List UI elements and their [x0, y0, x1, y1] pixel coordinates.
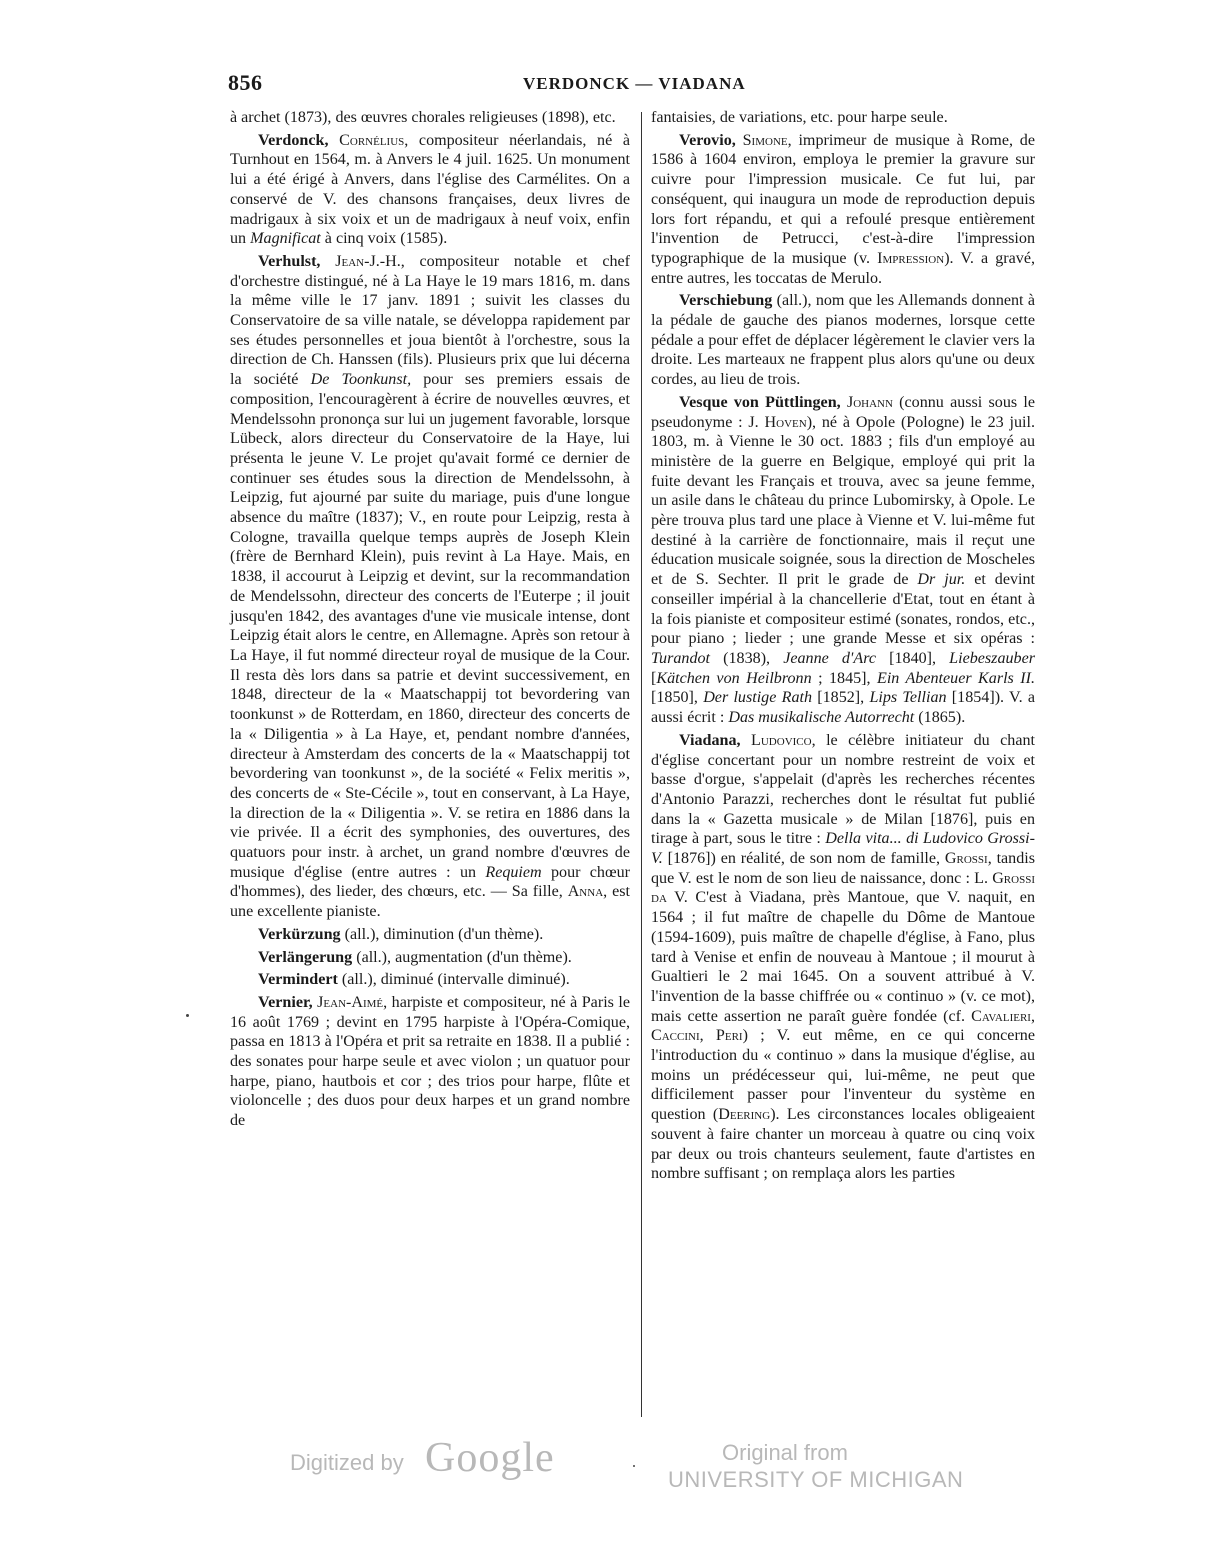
entry-verkurzung [230, 925, 630, 945]
column-divider [641, 112, 642, 1417]
entry-vesque [651, 393, 1035, 728]
entry-text: ). V. a gravé, entre autres, les toccatas de Merulo. [651, 249, 1036, 287]
entry-text: [1854]). V. a aussi écrit : [651, 689, 1035, 727]
scan-speck [186, 1014, 189, 1017]
entry-text: harpiste et compositeur, né à Paris le 16 août 1769 ; devint en 1795 harpiste à l'Opéra-Comique, passa en 1813 à l'Opéra et prit sa retraite en 1838. Il a publié : des sonates pour harpe seule et avec violon ; un quatuor pour harpe, piano, hautbois et cor ; des trios pour harpe, flûte et violoncelle ; des duos pour deux harpes et un grand nombre de [230, 993, 630, 1130]
work-title: Der lustige Rath [703, 689, 813, 707]
person-name: Cornélius, [339, 131, 409, 149]
entry-text: C'est à Viadana, près Mantoue, que V. naquit, en 1564 ; il fut maître de chapelle du Dôme de Mantoue (1594-1609), puis maître de chapelle d'église, à Fano, plus tard à Venise et enfin de nouveau à Mantoue ; il mourut à Gualtieri le 2 mai 1645. On a souvent attribué à V. l'invention de la basse chiffrée ou « continuo » (v. ce mot), mais cette assertion ne paraît guère fondée (cf. [651, 889, 1035, 1025]
entry-text: à archet (1873), des œuvres chorales religieuses (1898), etc. [230, 109, 616, 126]
entry-text: (all.), diminution (d'un thème). [340, 925, 544, 943]
person-name: Johann [846, 393, 893, 411]
entry-text: ), né à Opole (Pologne) le 23 juil. 1803, m. à Vienne le 30 oct. 1883 ; fils d'un employé au ministère de la guerre en Belgique, employé qui prit la fuite devant les Français et trouva, avec sa jeune femme, un asile dans le château du prince Lubomirsky, à Opole. Le père trouva plus tard une place à Vienne et V. lui-même fut destiné à la carrière de fonctionnaire, mais il reçut une éducation musicale soignée, sous la direction de Moscheles et de S. Sechter. Il prit le grade de [651, 413, 1036, 589]
entry-vermindert [230, 970, 630, 990]
entry-text: ). Les circonstances locales obligeaient souvent à faire chanter un morceau à quatre ou cinq voix par deux ou trois chanteurs seulement, faute d'artistes en nombre suffisant ; on remplaça alors les parties [651, 1106, 1035, 1183]
entry-text: compositeur néerlandais, né à Turnhout en 1564, m. à Anvers le 4 juil. 1625. Un monument lui a été érigé à Anvers, dans l'église des Carmélites. On a conservé de V. des chansons françaises, deux livres de madrigaux à six voix et un de madrigaux à neuf voix, enfin un [230, 131, 630, 248]
entry-viadana [651, 731, 1035, 1184]
watermark-university: UNIVERSITY OF MICHIGAN [668, 1467, 964, 1492]
headword: Verhulst, [258, 252, 321, 270]
headword: Vesque von Püttlingen, [679, 393, 841, 411]
person-name: Simone, [742, 131, 792, 149]
entry-text: imprimeur de musique à Rome, de 1586 à 1604 environ, employa le premier la gravure sur cuivre pour l'impression musicale. Ce fut lui, par conséquent, qui inaugura un mode de reproduction depuis lors fort répandu, et qui a refoulé presque entièrement l'invention de Petrucci, c'est-à-dire l'impression typographique de la musique (v. [651, 131, 1035, 267]
headword: Verkürzung [258, 925, 341, 943]
work-title: Lips Tellian [869, 689, 947, 707]
headword: Vermindert [258, 971, 338, 989]
entry-text: [ [651, 669, 657, 687]
cross-reference: Deering [718, 1106, 771, 1124]
headword: Verovio, [679, 131, 736, 149]
entry-text: et devint conseiller impérial à la chancellerie d'Etat, tout en étant à la fois pianiste et compositeur estimé (sonates, rondos, etc., pour piano ; lieder ; une grande Messe et six opéras : [651, 571, 1035, 648]
watermark-google-logo: Google [425, 1435, 555, 1481]
entry-verlangerung [230, 948, 630, 968]
entry-text: à cinq voix (1585). [320, 230, 448, 248]
entry-text: compositeur notable et chef d'orchestre distingué, né à La Haye le 19 mars 1816, m. dans la même ville le 17 janv. 1891 ; suivit les classes du Conservatoire de sa ville natale, se développa rapidement par ses études personnelles et joua bientôt à l'orchestre, sous la direction de Ch. Hanssen (fils). Plusieurs prix que lui décerna la société [230, 252, 631, 389]
work-title: Ein Abenteuer Karls II. [876, 669, 1035, 687]
page-number: 856 [228, 70, 263, 95]
entry-text: (1838), [710, 649, 784, 667]
entry-continuation [651, 108, 1035, 128]
person-name: Grossi da V. [651, 869, 1035, 907]
headword: Vernier, [258, 993, 313, 1011]
person-name: Jean-J.-H., [335, 252, 405, 270]
entry-verhulst [230, 252, 630, 922]
headword: Verschiebung [679, 292, 773, 310]
work-title: Magnificat [250, 230, 321, 248]
page-header [228, 70, 1034, 100]
entry-verovio [651, 131, 1035, 289]
entry-continuation [230, 108, 630, 128]
work-title: Kätchen von Heilbronn [656, 669, 812, 687]
entry-text: fantaisies, de variations, etc. pour harpe seule. [651, 109, 948, 126]
person-name: Anna, [567, 883, 608, 901]
entry-text: ; 1845], [811, 669, 877, 687]
watermark-original-from: Original from [722, 1440, 848, 1465]
entry-text: [1840], [876, 649, 950, 667]
entry-verdonck [230, 131, 630, 249]
entry-text: le célèbre initiateur du chant d'église concertant pour un nombre restreint de voix et basse d'orgue, s'appelait (d'après les recherches récentes d'Antonio Parazzi, recherches dont le résultat fut publié dans la « Gazetta musicale » de Milan [1876], puis en tirage à part, sous le titre : [651, 731, 1035, 848]
running-title: VERDONCK — VIADANA [523, 74, 746, 93]
person-name: Hoven [764, 413, 807, 431]
left-column [230, 108, 630, 1134]
entry-text: [1852], [812, 689, 870, 707]
work-title: Jeanne d'Arc [783, 649, 876, 667]
entry-text: pour ses premiers essais de composition, l'encouragèrent à écrire de nouvelles œuvres, et Mendelssohn prononça sur lui un jugement favorable, lorsque Lübeck, alors directeur du Conservatoire de la Haye, lui présenta le jeune V. Le projet qu'avait formé ce dernier de continuer ses études sous la direction de Mendelssohn, à Leipzig, fut ajourné par suite du mariage, puis d'une longue absence du maître (1837); V., en route pour Leipzig, resta à Cologne, travailla quelque temps auprès de Joseph Klein (frère de Bernhard Klein), puis revint à La Haye. Mais, en 1838, il accourut à Leipzig et devint, sur la recommandation de Mendelssohn, directeur des concerts de l'Euterpe ; il jouit jusqu'en 1842, des avantages d'une vie musicale intense, dont Leipzig était alors le centre, en Allemagne. Après son retour à La Haye, il fut nommé directeur royal de musique de la Cour. Il resta dès lors dans sa patrie et devint successivement, en 1848, directeur de la « Maatschappij tot bevordering van toonkunst » de Rotterdam, en 1860, directeur des concerts de la « Diligentia » à La Haye, et, pendant nombre d'années, directeur à Amsterdam des concerts de la « Maatschappij tot bevordering van toonkunst », de la société « Felix meritis », des concerts de « Ste-Cécile », tout en conservant, à La Haye, la direction de la « Diligentia ». V. se retira en 1886 dans la vie privée. Il a écrit des symphonies, des ouvertures, des quatuors pour instr. à archet, un grand nombre d'œuvres de musique d'église (entre autres : un [230, 371, 630, 881]
right-column [651, 108, 1035, 1187]
entry-text: ) ; V. eut même, en ce qui concerne l'introduction du « continuo » dans la musique d'église, au moins un prédécesseur qui, lui-même, ne peut que difficilement passer pour l'inventeur du système en question ( [651, 1027, 1035, 1124]
entry-vernier [230, 993, 630, 1131]
entry-text: (1865). [914, 709, 966, 727]
entry-text: pour chœur d'hommes), des lieder, des chœurs, etc. — Sa fille, [230, 863, 630, 901]
person-name: Ludovico, [751, 731, 816, 749]
work-title: Das musikalische Autorrecht [728, 709, 915, 727]
watermark-digitized-by: Digitized by [290, 1450, 404, 1475]
headword: Verlängerung [258, 948, 353, 966]
headword: Verdonck, [258, 131, 329, 149]
entry-text: [1850], [651, 689, 704, 707]
entry-text: tandis que V. est le nom de son lieu de naissance, donc : L. [651, 850, 1036, 887]
entry-verschiebung [651, 291, 1035, 390]
work-title: Requiem [485, 863, 542, 881]
entry-text: (all.), nom que les Allemands donnent à la pédale de gauche des pianos modernes, lorsque cette pédale a pour effet de déplacer légèrement le clavier vers la droite. Les marteaux ne frappent plus alors qu'une ou deux cordes, au lieu de trois. [651, 292, 1035, 389]
cross-reference: Cavalieri, Caccini, Peri [651, 1007, 1035, 1045]
entry-text: (all.), diminué (intervalle diminué). [337, 971, 570, 989]
person-name: Jean-Aimé, [317, 993, 388, 1011]
work-title: Della vita... di Ludovico Grossi-V. [651, 830, 1035, 868]
work-title: Dr jur. [917, 571, 966, 589]
work-title: Liebeszauber [949, 649, 1035, 667]
headword: Viadana, [679, 731, 741, 749]
digitization-watermark [0, 1435, 1207, 1500]
entry-text: [1876]) en réalité, de son nom de famille, [662, 850, 945, 868]
work-title: De Toonkunst, [310, 371, 412, 389]
entry-text: (all.), augmentation (d'un thème). [352, 948, 572, 966]
work-title: Turandot [651, 649, 711, 667]
cross-reference: Impression [877, 249, 945, 267]
entry-text: est une excellente pianiste. [230, 883, 630, 921]
person-name: Grossi, [944, 850, 992, 868]
entry-text: (connu aussi sous le pseudonyme : J. [651, 393, 1035, 431]
